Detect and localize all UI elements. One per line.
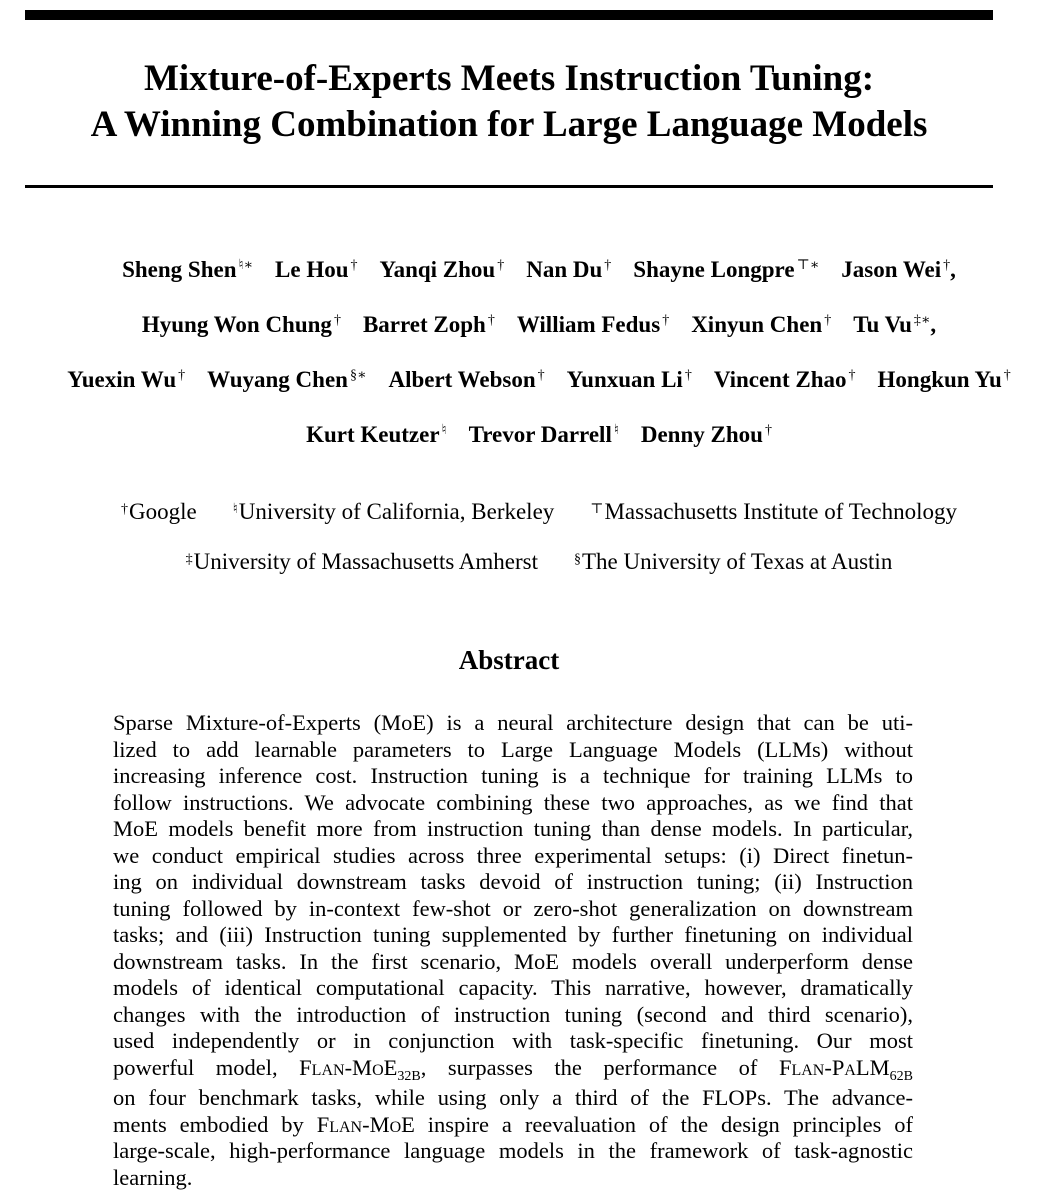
author-name: Nan Du bbox=[526, 257, 603, 282]
author bbox=[517, 308, 669, 342]
author-affiliation-mark: † bbox=[178, 368, 186, 383]
abstract-line: increasing inference cost. Instruction tuning is a technique for training LLMs to bbox=[113, 763, 913, 788]
abstract-line: tasks; and (iii) Instruction tuning supplemented by further finetuning on individual bbox=[113, 922, 913, 947]
top-rule bbox=[25, 10, 993, 20]
author-line bbox=[0, 253, 1060, 308]
model-name-flan-palm: Flan-PaLM bbox=[778, 1054, 890, 1080]
affiliation bbox=[233, 494, 555, 530]
author bbox=[841, 253, 956, 287]
author-name: Yuexin Wu bbox=[67, 367, 177, 392]
author-affiliation-mark: † bbox=[848, 368, 856, 383]
author-name: Hongkun Yu bbox=[877, 367, 1002, 392]
abstract-line: large-scale, high-performance language models in the framework of task-agnostic bbox=[113, 1138, 913, 1163]
affiliation-name: The University of Texas at Austin bbox=[581, 549, 893, 574]
author-affiliation-mark: † bbox=[824, 313, 832, 328]
abstract-body bbox=[113, 710, 913, 1191]
affiliation-line bbox=[0, 494, 1060, 544]
author-name: Sheng Shen bbox=[122, 257, 237, 282]
affiliation-mark: ‡ bbox=[185, 552, 193, 567]
abstract-line: downstream tasks. In the first scenario, MoE models overall underperform dense bbox=[113, 948, 913, 974]
affiliation bbox=[121, 494, 197, 530]
affiliation bbox=[590, 494, 957, 530]
author-affiliation-mark: ♮∗ bbox=[238, 258, 254, 273]
author-affiliation-mark: † bbox=[764, 423, 772, 438]
affiliation bbox=[574, 544, 892, 580]
author bbox=[641, 418, 772, 452]
author-affiliation-mark: † bbox=[537, 368, 545, 383]
author-affiliation-mark: §∗ bbox=[349, 368, 367, 383]
author-affiliation-mark: † bbox=[497, 258, 505, 273]
title-line-1: Mixture-of-Experts Meets Instruction Tuning: bbox=[143, 58, 875, 99]
author-name: Barret Zoph bbox=[362, 312, 486, 337]
affiliation-name: Google bbox=[129, 499, 197, 524]
author bbox=[363, 308, 495, 342]
author-affiliation-mark: ⊤∗ bbox=[796, 258, 820, 273]
abstract-line-flan-moe: powerful model, Flan-MoE$_{32B}$, surpasses the performance of Flan-PaLM$_{62B}$ bbox=[113, 1054, 913, 1084]
author-separator: , bbox=[950, 257, 956, 282]
author-name: Yanqi Zhou bbox=[379, 257, 496, 282]
author bbox=[142, 308, 341, 342]
author-separator: , bbox=[930, 312, 937, 337]
author bbox=[714, 363, 856, 397]
author-line bbox=[0, 418, 1060, 473]
author bbox=[526, 253, 611, 287]
author-affiliation-mark: † bbox=[604, 258, 612, 273]
model-name-flan-moe: Flan-MoE bbox=[299, 1054, 398, 1080]
author-name: Wuyang Chen bbox=[207, 367, 348, 392]
abstract-line-embodied: ments embodied by Flan-MoE inspire a reevaluation of the design principles of bbox=[113, 1111, 913, 1137]
affiliation-line bbox=[0, 544, 1060, 594]
author-name: Kurt Keutzer bbox=[306, 422, 440, 447]
abstract-line: changes with the introduction of instruction tuning (second and third scenario), bbox=[113, 1001, 913, 1027]
abstract-line: MoE models benefit more from instruction tuning than dense models. In particular, bbox=[113, 816, 913, 841]
affiliation-mark: § bbox=[573, 552, 581, 567]
abstract-heading: Abstract bbox=[458, 645, 560, 675]
author bbox=[633, 253, 819, 287]
author bbox=[67, 363, 185, 397]
author bbox=[388, 363, 544, 397]
author-name: Hyung Won Chung bbox=[141, 312, 332, 337]
author-affiliation-mark: ♮ bbox=[613, 423, 619, 438]
author-name: Yunxuan Li bbox=[566, 367, 683, 392]
author-name: Jason Wei bbox=[841, 257, 942, 282]
affiliation-name: University of Massachusetts Amherst bbox=[193, 549, 538, 574]
author-name: William Fedus bbox=[516, 312, 661, 337]
author-name: Tu Vu bbox=[853, 312, 912, 337]
author bbox=[380, 253, 505, 287]
affiliation-name: Massachusetts Institute of Technology bbox=[604, 499, 957, 524]
affiliation bbox=[186, 544, 538, 580]
title-bottom-rule bbox=[25, 185, 993, 188]
author-name: Shayne Longpre bbox=[633, 257, 795, 282]
abstract-line: follow instructions. We advocate combining these two approaches, as we find that bbox=[113, 789, 913, 815]
abstract-line-last: learning. bbox=[113, 1164, 193, 1190]
author-affiliation-mark: † bbox=[487, 313, 495, 328]
affiliation-mark: † bbox=[121, 502, 129, 517]
author-line bbox=[0, 308, 1060, 363]
author-affiliation-mark: † bbox=[662, 313, 670, 328]
abstract-line: we conduct empirical studies across three experimental setups: (i) Direct finetun- bbox=[113, 842, 913, 868]
author bbox=[207, 363, 366, 397]
author-affiliation-mark: † bbox=[333, 313, 341, 328]
author bbox=[853, 308, 936, 342]
abstract-line: tuning followed by in-context few-shot or zero-shot generalization on downstream bbox=[113, 895, 913, 921]
abstract-line: used independently or in conjunction with task-specific finetuning. Our most bbox=[113, 1028, 913, 1053]
author-name: Trevor Darrell bbox=[468, 422, 612, 447]
author-name: Denny Zhou bbox=[640, 422, 763, 447]
author-affiliation-mark: ♮ bbox=[441, 423, 447, 438]
model-name-flan-moe: Flan-MoE bbox=[316, 1111, 415, 1137]
author-affiliation-mark: ‡∗ bbox=[913, 313, 931, 328]
author bbox=[691, 308, 831, 342]
abstract-line: models of identical computational capacity. This narrative, however, dramatically bbox=[113, 975, 913, 1000]
abstract-line: ing on individual downstream tasks devoid of instruction tuning; (ii) Instruction bbox=[113, 869, 913, 894]
author bbox=[878, 363, 1011, 397]
author-list bbox=[0, 253, 1060, 473]
author-affiliation-mark: † bbox=[943, 258, 951, 273]
author-name: Le Hou bbox=[275, 257, 349, 282]
author-affiliation-mark: † bbox=[684, 368, 692, 383]
abstract-line: Sparse Mixture-of-Experts (MoE) is a neural architecture design that can be uti- bbox=[113, 710, 913, 735]
author-name: Xinyun Chen bbox=[691, 312, 823, 337]
affiliation-name: University of California, Berkeley bbox=[238, 499, 555, 524]
author bbox=[306, 418, 447, 452]
author-line bbox=[0, 363, 1060, 418]
author bbox=[275, 253, 357, 287]
author-name: Vincent Zhao bbox=[713, 367, 847, 392]
paper-title bbox=[0, 56, 1018, 148]
affiliation-list bbox=[0, 494, 1060, 594]
author-name: Albert Webson bbox=[388, 367, 536, 392]
abstract-line: lized to add learnable parameters to Large Language Models (LLMs) without bbox=[113, 736, 913, 762]
author-affiliation-mark: † bbox=[1003, 368, 1011, 383]
title-line-2: A Winning Combination for Large Language Models bbox=[90, 104, 928, 145]
author bbox=[122, 253, 253, 287]
author bbox=[567, 363, 692, 397]
abstract-line: on four benchmark tasks, while using only a third of the FLOPs. The advance- bbox=[113, 1085, 913, 1110]
author bbox=[469, 418, 619, 452]
author-affiliation-mark: † bbox=[350, 258, 358, 273]
affiliation-mark: ⊤ bbox=[590, 502, 604, 517]
affiliation-mark: ♮ bbox=[232, 502, 238, 517]
